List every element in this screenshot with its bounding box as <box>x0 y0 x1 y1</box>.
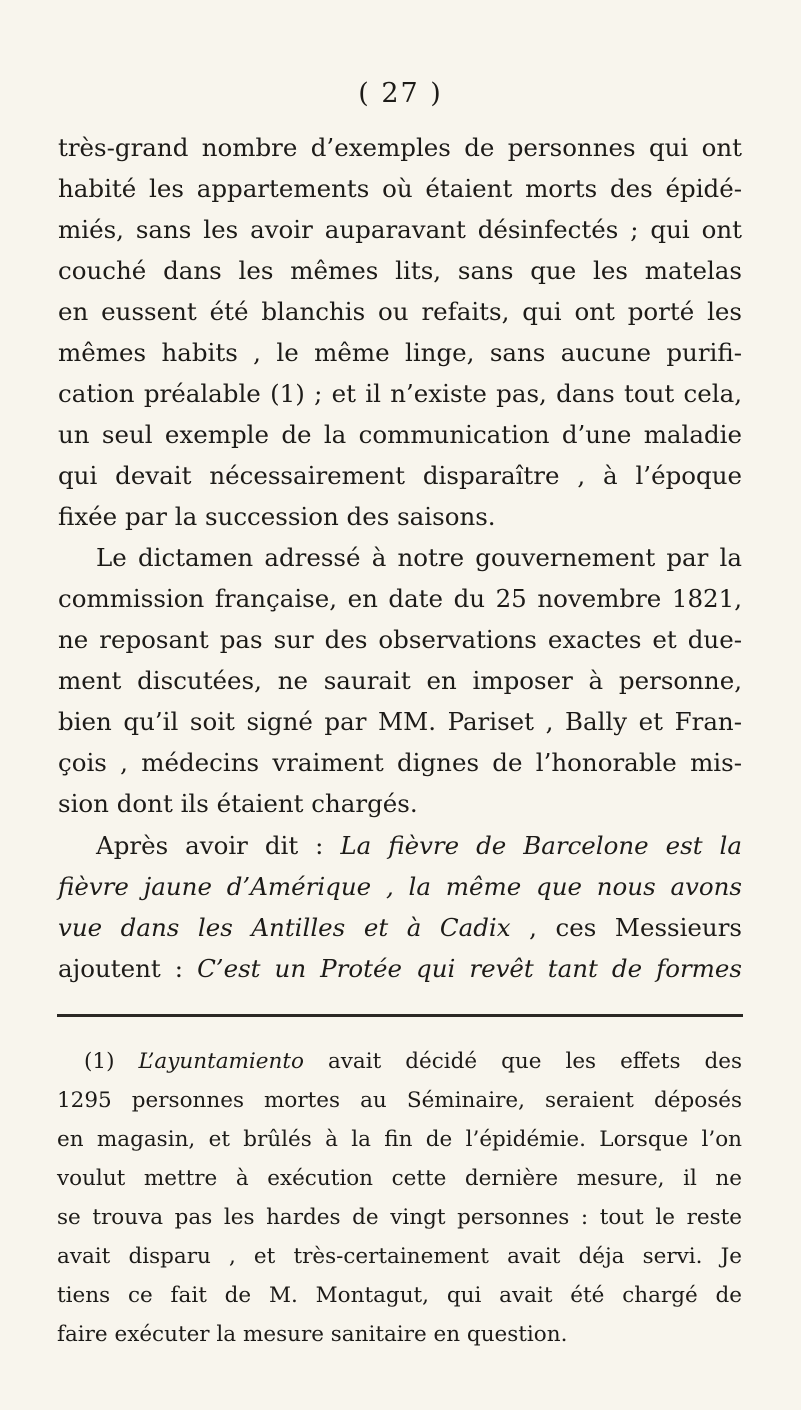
footnote-line: tiens ce fait de M. Montagut, qui avait été chargé de <box>57 1283 742 1308</box>
quote-text: Après avoir dit : <box>96 831 341 860</box>
footnote-line: en magasin, et brûlés à la fin de l’épidémie. Lorsque l’on <box>57 1127 742 1152</box>
footnote-line <box>84 1044 742 1080</box>
body-line: çois , médecins vraiment dignes de l’honorable mis- <box>58 748 742 777</box>
quote-italic: vue dans les Antilles et à Cadix <box>58 913 511 942</box>
footnote-term: L’ayuntamiento <box>138 1049 304 1074</box>
footnote-text: avait décidé que les effets des <box>303 1049 742 1074</box>
body-line: sion dont ils étaient chargés. <box>58 789 418 818</box>
body-line: cation préalable (1) ; et il n’existe pas, dans tout cela, <box>58 379 742 408</box>
body-line: habité les appartements où étaient morts des épidé- <box>58 174 742 203</box>
footnote-line: 1295 personnes mortes au Séminaire, seraient déposés <box>57 1088 742 1113</box>
body-line: fixée par la succession des saisons. <box>58 502 496 531</box>
body-line: un seul exemple de la communication d’une maladie <box>58 420 742 449</box>
body-line: commission française, en date du 25 novembre 1821, <box>58 584 742 613</box>
body-line: couché dans les mêmes lits, sans que les matelas <box>58 256 742 285</box>
body-line: ment discutées, ne saurait en imposer à personne, <box>58 666 742 695</box>
body-line: ne reposant pas sur des observations exactes et due- <box>58 625 742 654</box>
quote-line <box>58 867 742 907</box>
page-number: ( 27 ) <box>358 78 443 109</box>
quote-line <box>58 908 742 948</box>
quote-line <box>58 949 742 989</box>
quote-line <box>96 826 742 866</box>
quote-italic: fièvre jaune d’Amérique , la même que nous avons <box>58 872 742 901</box>
footnote-marker: (1) <box>84 1049 139 1074</box>
quote-italic: La fièvre de Barcelone est la <box>340 831 742 860</box>
body-line: en eussent été blanchis ou refaits, qui ont porté les <box>58 297 742 326</box>
footnote-divider <box>57 1014 743 1017</box>
body-line: très-grand nombre d’exemples de personnes qui ont <box>58 133 742 162</box>
footnote-line: se trouva pas les hardes de vingt personnes : tout le reste <box>57 1205 742 1230</box>
footnote-line: faire exécuter la mesure sanitaire en question. <box>57 1322 568 1347</box>
quote-italic: C’est un Protée qui revêt tant de formes <box>197 954 742 983</box>
quote-text: , ces Messieurs <box>510 913 742 942</box>
body-line: qui devait nécessairement disparaître , à l’époque <box>58 461 742 490</box>
quote-text: ajoutent : <box>58 954 198 983</box>
body-line: bien qu’il soit signé par MM. Pariset , Bally et Fran- <box>58 707 742 736</box>
footnote-line: voulut mettre à exécution cette dernière mesure, il ne <box>57 1166 742 1191</box>
footnote-line: avait disparu , et très-certainement avait déja servi. Je <box>57 1244 742 1269</box>
body-line: mêmes habits , le même linge, sans aucune purifi- <box>58 338 742 367</box>
body-line: miés, sans les avoir auparavant désinfectés ; qui ont <box>58 215 742 244</box>
body-line: Le dictamen adressé à notre gouvernement par la <box>96 543 742 572</box>
